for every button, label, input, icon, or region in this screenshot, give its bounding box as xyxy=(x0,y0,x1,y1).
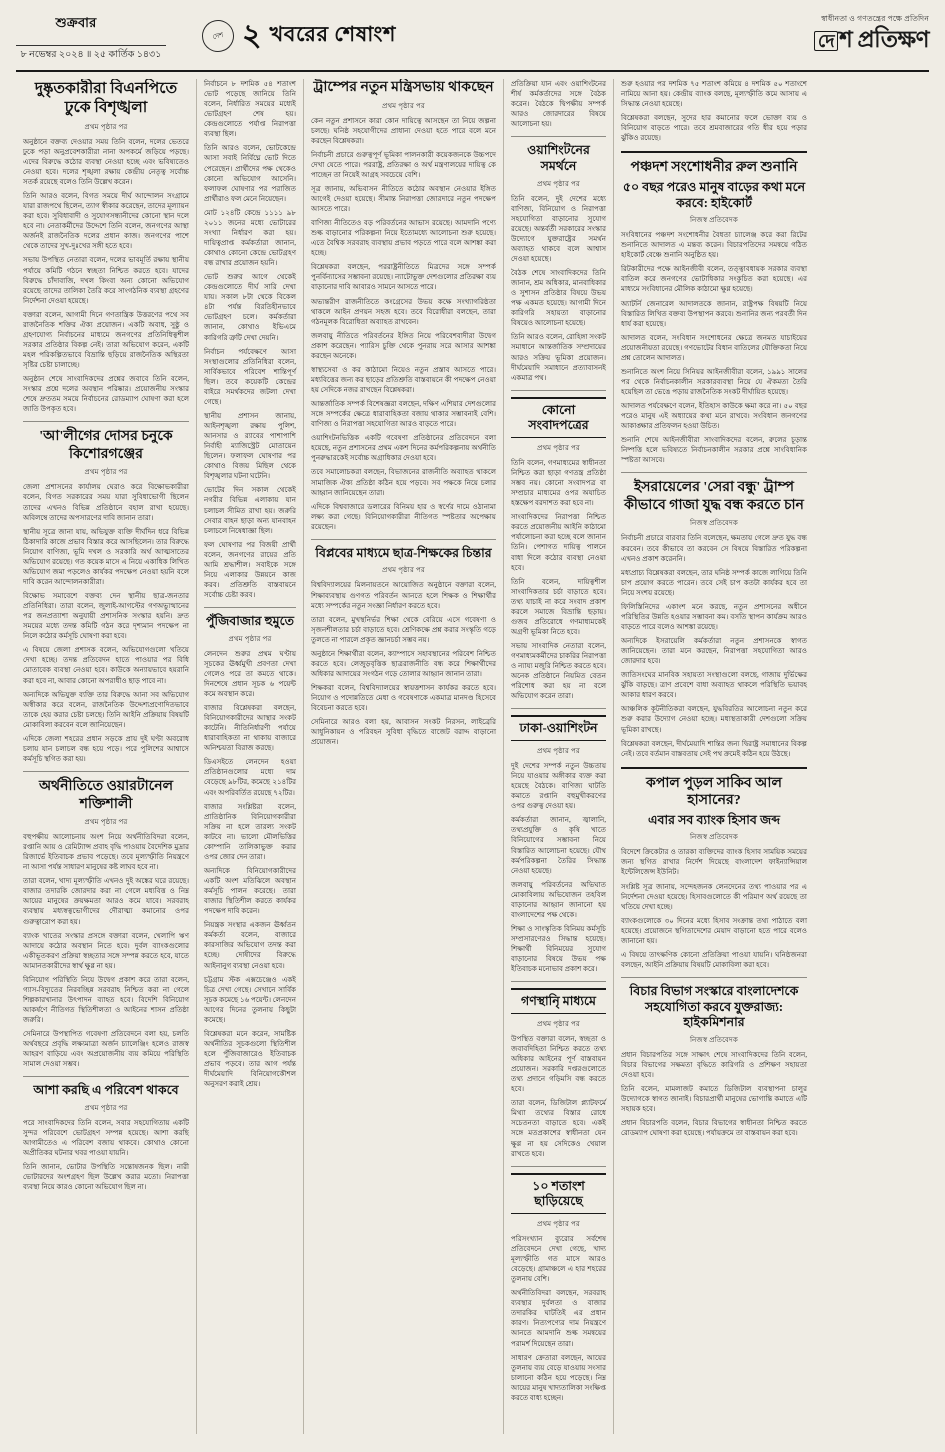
article-paragraph: শুনানিতে অংশ নিয়ে সিনিয়র আইনজীবীরা বলেন, ১৯৯১ সালের পর থেকে নির্বাচনকালীন সরকারব্যবস্থা নিয়ে যে ঐকমত্য তৈরি হয়েছিল তা ভেঙে পড়ায় রাজনৈতিক সংকট দীর্ঘায়িত হয়েছে। xyxy=(621,367,807,396)
publication-date: ৮ নভেম্বর ২০২৪ ॥ ২৫ কার্তিক ১৪৩১ xyxy=(16,45,166,63)
article-paragraph: রিটকারীদের পক্ষে আইনজীবী বলেন, তত্ত্বাবধায়ক সরকার ব্যবস্থা বাতিল করে জনগণের ভোটাধিকার সংকুচিত করা হয়েছে। এর মাধ্যমে সংবিধানের মৌলিক কাঠামো ক্ষুণ্ণ হয়েছে। xyxy=(621,265,807,294)
article-paragraph: স্বাস্থ্যসেবা ও কর কাঠামো নিয়েও নতুন প্রস্তাব আসতে পারে। মধ্যবিত্তের জন্য কর ছাড়ের প্রতিশ্রুতি বাস্তবায়নে কী পদক্ষেপ নেওয়া হয় সেদিকে নজর রাখছেন বিশ্লেষকরা। xyxy=(311,365,496,394)
article xyxy=(23,79,189,414)
article-byline: নিজস্ব প্রতিবেদক xyxy=(689,519,739,528)
article-paragraph: তিনি বলেন, মামলাজট কমাতে ডিজিটাল ব্যবস্থাপনা চালুর উদ্যোগকে স্বাগত জানাই। বিচারপ্রার্থী মানুষের ভোগান্তি কমাতে এটি সহায়ক হবে। xyxy=(621,1085,807,1114)
article-headline: ট্রাম্পের নতুন মন্ত্রিসভায় থাকছেন xyxy=(313,80,494,95)
logo xyxy=(814,28,929,51)
article-byline: নিজস্ব প্রতিবেদক xyxy=(689,216,739,225)
article-byline: প্রথম পৃষ্ঠার পর xyxy=(382,566,425,575)
article-paragraph: প্রধান বিচারপতি বলেন, বিচার বিভাগের স্বাধীনতা নিশ্চিত করতে রোডম্যাপ ঘোষণা করা হয়েছে। পর্যায়ক্রমে তা বাস্তবায়ন করা হবে। xyxy=(621,1119,807,1138)
article-byline: প্রথম পৃষ্ঠার পর xyxy=(84,818,128,826)
article-subheadline: ৫০ বছর পরেও মানুষ বাড়ের কথা মনে করবে: হাইকোর্ট xyxy=(622,179,806,210)
article-paragraph: নির্বাচনী প্রচারে বারবার তিনি বলেছেন, ক্ষমতায় গেলে দ্রুত যুদ্ধ বন্ধ করবেন। তবে কীভাবে তা করবেন সে বিষয়ে বিস্তারিত পরিকল্পনা এখনও প্রকাশ করেননি। xyxy=(621,534,807,563)
column-5 xyxy=(613,79,814,1434)
divider xyxy=(511,1166,606,1167)
article-paragraph: ভোট শুরুর আগে থেকেই কেন্দ্রগুলোতে দীর্ঘ সারি দেখা যায়। সকাল ৮টা থেকে বিকেল ৪টা পর্যন্ত বিরতিহীনভাবে ভোটগ্রহণ চলে। কর্মকর্তারা জানান, কোথাও ইভিএমে কারিগরি ত্রুটি দেখা দেয়নি। xyxy=(204,273,296,342)
article xyxy=(511,143,606,382)
article xyxy=(204,614,296,1089)
article xyxy=(511,988,606,1158)
article-paragraph: প্রধান বিচারপতির সঙ্গে সাক্ষাৎ শেষে সাংবাদিকদের তিনি বলেন, বিচার বিভাগের সক্ষমতা বৃদ্ধিতে কারিগরি ও প্রশিক্ষণ সহায়তা দেওয়া হবে। xyxy=(621,1050,807,1079)
article-paragraph: এ বিষয়ে জেলা প্রশাসক বলেন, অভিযোগগুলো খতিয়ে দেখা হচ্ছে। তদন্ত প্রতিবেদন হাতে পাওয়ার পর বিধি মোতাবেক ব্যবস্থা নেওয়া হবে। কাউকে অন্যায়ভাবে হয়রানি করা হবে না, আবার কোনো অপরাধীও ছাড় পাবে না। xyxy=(23,646,189,685)
article-paragraph: বৈঠক শেষে সাংবাদিকদের তিনি জানান, শ্রম অধিকার, মানবাধিকার ও সুশাসন প্রতিষ্ঠার বিষয়ে উভয় পক্ষ একমত হয়েছে। আগামী দিনে কারিগরি সহায়তা বাড়ানোর বিষয়েও আলোচনা হয়েছে। xyxy=(511,269,606,328)
article xyxy=(311,79,496,532)
article-byline: নিজস্ব প্রতিবেদক xyxy=(689,833,739,842)
article-paragraph: বিশ্ববিদ্যালয়ের মিলনায়তনে আয়োজিত অনুষ্ঠানে বক্তারা বলেন, শিক্ষাব্যবস্থায় গুণগত পরিবর্তন আনতে হলে শিক্ষক ও শিক্ষার্থীর মধ্যে সম্পর্কের নতুন সংজ্ঞা নির্ধারণ করতে হবে। xyxy=(311,581,496,610)
article-byline: প্রথম পৃষ্ঠার পর xyxy=(84,1104,128,1112)
divider xyxy=(311,539,496,540)
article-paragraph: জাতিসংঘের মানবিক সহায়তা সংস্থাগুলো বলছে, গাজায় দুর্ভিক্ষের ঝুঁকি বাড়ছে। ত্রাণ প্রবেশে বাধা অব্যাহত থাকলে পরিস্থিতি ভয়াবহ আকার ধারণ করবে। xyxy=(621,671,807,700)
article xyxy=(204,79,296,600)
article-paragraph: তিনি বলেন, দায়িত্বশীল সাংবাদিকতার চর্চা বাড়াতে হবে। তথ্য যাচাই না করে সংবাদ প্রকাশ করলে সমাজে বিভ্রান্তি ছড়ায়। গুজব প্রতিরোধে গণমাধ্যমকেই অগ্রণী ভূমিকা নিতে হবে। xyxy=(511,577,606,636)
article-paragraph: তবে সমালোচকরা বলছেন, বিভাজনের রাজনীতি অব্যাহত থাকলে সামাজিক ঐক্য প্রতিষ্ঠা কঠিন হয়ে পড়বে। সব পক্ষকে নিয়ে চলার আহ্বান জানিয়েছেন তারা। xyxy=(311,468,496,497)
article-paragraph: মোট ১২৪টি কেন্দ্রে ১১১১ ৯৮ ২০১১ জনের মধ্যে ভোটারের সংখ্যা নির্ধারণ করা হয়। দায়িত্বপ্রাপ্ত কর্মকর্তারা জানান, কোথাও কোনো কেন্দ্রে ভোটগ্রহণ বন্ধ রাখার প্রয়োজন হয়নি। xyxy=(204,208,296,268)
article-paragraph: সেমিনারে আরও বলা হয়, আবাসন সংকট নিরসন, লাইব্রেরি আধুনিকায়ন ও পরিবহন সুবিধা বৃদ্ধিতে বাজেট বরাদ্দ বাড়ানো প্রয়োজন। xyxy=(311,718,496,747)
article-byline: প্রথম পৃষ্ঠার পর xyxy=(537,747,580,755)
article-paragraph: তিনি জানান, ভোটার উপস্থিতি সন্তোষজনক ছিল। নারী ভোটারদের অংশগ্রহণ ছিল উল্লেখ করার মতো। নিরাপত্তা ব্যবস্থা নিয়ে কারও কোনো অভিযোগ ছিল না। xyxy=(23,1163,189,1192)
article-paragraph: অনুষ্ঠান শেষে সাংবাদিকদের প্রশ্নের জবাবে তিনি বলেন, সংস্কার প্রশ্নে দলের অবস্থান পরিষ্কার। প্রয়োজনীয় সংস্কার শেষে দ্রুততম সময়ে নির্বাচনের রোডম্যাপ ঘোষণা করা হলে জাতি উপকৃত হবে। xyxy=(23,375,189,414)
article xyxy=(621,775,807,970)
divider xyxy=(511,708,606,709)
article-headline: ইসরায়েলের 'সেরা বন্ধু' ট্রাম্প কীভাবে গাজা যুদ্ধ বন্ধ করতে চান xyxy=(624,480,804,513)
article-byline: প্রথম পৃষ্ঠার পর xyxy=(382,101,425,110)
article-headline: পুঁজিবাজার হুমুতে xyxy=(206,614,294,629)
article-paragraph: জলবায়ু পরিবর্তনের অভিঘাত মোকাবিলায় অভিযোজন তহবিল বাড়ানোর আহ্বান জানানো হয় বাংলাদেশের পক্ষ থেকে। xyxy=(511,880,606,919)
divider xyxy=(511,136,606,137)
article-paragraph: সংশ্লিষ্ট সূত্র জানায়, সন্দেহজনক লেনদেনের তথ্য পাওয়ার পর এ নির্দেশনা দেওয়া হয়েছে। হিসাবগুলোতে কী পরিমাণ অর্থ রয়েছে তা খতিয়ে দেখা হচ্ছে। xyxy=(621,882,807,911)
article-paragraph: ওয়াশিংটনভিত্তিক একটি গবেষণা প্রতিষ্ঠানের প্রতিবেদনে বলা হয়েছে, নতুন প্রশাসনের প্রথম একশ দিনের কর্মপরিকল্পনায় অর্থনীতি পুনরুদ্ধারকেই সর্বোচ্চ অগ্রাধিকার দেওয়া হবে। xyxy=(311,434,496,463)
article-paragraph: ডিএসইতে লেনদেন হওয়া প্রতিষ্ঠানগুলোর মধ্যে দাম বেড়েছে ৯৮টির, কমেছে ২১৪টির এবং অপরিবর্তিত রয়েছে ৭২টির। xyxy=(204,758,296,797)
article-paragraph: বিশ্লেষকরা মনে করেন, সামষ্টিক অর্থনীতির সূচকগুলো স্থিতিশীল হলে পুঁজিবাজারেও ইতিবাচক প্রভাব পড়বে। তার আগ পর্যন্ত দীর্ঘমেয়াদি বিনিয়োগকৌশল অনুসরণ করাই শ্রেয়। xyxy=(204,1029,296,1089)
divider xyxy=(621,151,807,153)
article-paragraph: সভায় উপস্থিত নেতারা বলেন, দলের ভাবমূর্তি রক্ষায় স্থানীয় পর্যায়ে কমিটি গঠনে স্বচ্ছতা নিশ্চিত করতে হবে। যাদের বিরুদ্ধে চাঁদাবাজি, দখল কিংবা অন্য কোনো অভিযোগ রয়েছে তাদের তালিকা তৈরি করে সাংগঠনিক ব্যবস্থা গ্রহণের নির্দেশনা দেওয়া হয়েছে। xyxy=(23,256,189,305)
masthead-right xyxy=(814,14,929,51)
divider xyxy=(204,607,296,608)
article-headline: আশা করছি এ পরিবেশ থাকবে xyxy=(33,1083,179,1098)
article-paragraph: সেমিনারে উপস্থাপিত গবেষণা প্রতিবেদনে বলা হয়, চলতি অর্থবছরে প্রবৃদ্ধি লক্ষ্যমাত্রা অর্জন চ্যালেঞ্জিং হলেও রাজস্ব আহরণ বাড়িয়ে এবং অপ্রয়োজনীয় ব্যয় কমিয়ে পরিস্থিতি সামাল দেওয়া সম্ভব। xyxy=(23,1030,189,1069)
article-paragraph: বিনিয়োগ পরিস্থিতি নিয়ে উদ্বেগ প্রকাশ করে তারা বলেন, গ্যাস-বিদ্যুতের নিরবচ্ছিন্ন সরবরাহ নিশ্চিত করা না গেলে শিল্পকারখানার উৎপাদন ব্যাহত হবে। বিদেশি বিনিয়োগ আকর্ষণে নীতিগত স্থিতিশীলতা ও আইনের শাসন প্রতিষ্ঠা জরুরি। xyxy=(23,975,189,1025)
article-byline: প্রথম পৃষ্ঠার পর xyxy=(537,1019,580,1028)
article-paragraph: শিক্ষকরা বলেন, বিশ্ববিদ্যালয়ের স্বায়ত্তশাসন কার্যকর করতে হবে। নিয়োগ ও পদোন্নতিতে মেধা ও গবেষণাকে একমাত্র মানদণ্ড হিসেবে বিবেচনা করতে হবে। xyxy=(311,684,496,713)
article-paragraph: এদিকে বিশ্ববাজারে ডলারের বিনিময় হার ও স্বর্ণের দামে ওঠানামা লক্ষ্য করা গেছে। বিনিয়োগকারীরা নীতিগত স্পষ্টতার অপেক্ষায় রয়েছেন। xyxy=(311,502,496,531)
article xyxy=(23,778,189,1069)
article-paragraph: বিশ্লেষকরা বলছেন, দীর্ঘমেয়াদি শান্তির জন্য দ্বিরাষ্ট্র সমাধানের বিকল্প নেই। তবে বর্তমান বাস্তবতায় সেই পথ ক্রমেই কঠিন হয়ে উঠছে। xyxy=(621,739,807,758)
divider xyxy=(621,472,807,473)
article-paragraph: ফল ঘোষণার পর বিজয়ী প্রার্থী বলেন, জনগণের রায়ের প্রতি আমি শ্রদ্ধাশীল। সবাইকে সঙ্গে নিয়ে এলাকার উন্নয়নে কাজ করব। প্রতিশ্রুতি বাস্তবায়নে সর্বোচ্চ চেষ্টা করব। xyxy=(204,540,296,599)
article-paragraph: সভায় সাংবাদিক নেতারা বলেন, গণমাধ্যমকর্মীদের চাকরির নিরাপত্তা ও ন্যায্য মজুরি নিশ্চিত করতে হবে। অনেক প্রতিষ্ঠানে নিয়মিত বেতন পরিশোধ করা হয় না বলে অভিযোগ করেন তারা। xyxy=(511,642,606,701)
article-subheadline: এবার সব ব্যাংক হিসাব জব্দ xyxy=(648,812,780,827)
article-headline: পঞ্চদশ সংশোধনীর রুল শুনানি xyxy=(630,160,798,176)
article-paragraph: জেলা প্রশাসনের কার্যালয় ঘেরাও করে বিক্ষোভকারীরা বলেন, বিগত সরকারের সময় যারা সুবিধাভোগী ছিলেন তাদের এখনও বিভিন্ন প্রতিষ্ঠানে বহাল রাখা হয়েছে। অবিলম্বে তাদের অপসারণের দাবি জানান তারা। xyxy=(23,483,189,522)
article xyxy=(511,79,606,129)
article-paragraph: শুনানি শেষে আইনজীবীরা সাংবাদিকদের বলেন, রুলের চূড়ান্ত নিষ্পত্তি হলে ভবিষ্যতে নির্বাচনকালীন সরকার প্রশ্নে সাংবিধানিক স্পষ্টতা আসবে। xyxy=(621,436,807,465)
article-paragraph: অভ্যন্তরীণ রাজনীতিতে কংগ্রেসের উভয় কক্ষে সংখ্যাগরিষ্ঠতা থাকলে আইন প্রণয়ন সহজ হবে। তবে বিরোধীরা বলছেন, তারা গঠনমূলক বিরোধিতা অব্যাহত রাখবেন। xyxy=(311,297,496,326)
article-paragraph: স্থানীয় সূত্রে জানা যায়, অভিযুক্ত ব্যক্তি দীর্ঘদিন ধরে বিভিন্ন ঠিকাদারি কাজে প্রভাব বিস্তার করে আসছিলেন। তার বিরুদ্ধে নিয়োগ বাণিজ্য, ভূমি দখল ও সরকারি অর্থ আত্মসাতের অভিযোগ রয়েছে। গত কয়েক মাসে এ নিয়ে একাধিক লিখিত অভিযোগ জমা পড়লেও কার্যকর পদক্ষেপ নেওয়া হয়নি বলে দাবি করেন আন্দোলনকারীরা। xyxy=(23,527,189,586)
article-byline: নিজস্ব প্রতিবেদক xyxy=(689,1035,739,1044)
article-paragraph: ফিলিস্তিনিদের একাংশ মনে করছে, নতুন প্রশাসনের অধীনে পরিস্থিতির উন্নতি হওয়ার সম্ভাবনা কম। বসতি স্থাপন কার্যক্রম আরও বাড়তে পারে বলেও আশঙ্কা রয়েছে। xyxy=(621,602,807,631)
article-byline: প্রথম পৃষ্ঠার পর xyxy=(84,468,128,477)
article-paragraph: অনুষ্ঠানে শিক্ষার্থীরা বলেন, ক্যাম্পাসে সহাবস্থানের পরিবেশ নিশ্চিত করতে হবে। লেজুড়বৃত্তিক ছাত্ররাজনীতি বন্ধ করে শিক্ষার্থীদের অধিকার আদায়ের সংগঠন গড়ে তোলার আহ্বান জানান তারা। xyxy=(311,649,496,678)
article-paragraph: বাণিজ্য নীতিতেও বড় পরিবর্তনের আভাস রয়েছে। আমদানি পণ্যে শুল্ক বাড়ানোর পরিকল্পনা নিয়ে ইতোমধ্যে আলোচনা শুরু হয়েছে। এতে বৈশ্বিক সরবরাহ ব্যবস্থায় প্রভাব পড়তে পারে বলে আশঙ্কা করা হচ্ছে। xyxy=(311,219,496,258)
divider xyxy=(23,771,189,772)
article-paragraph: আঞ্চলিক কূটনীতিকরা বলছেন, যুদ্ধবিরতির আলোচনা নতুন করে শুরু করার উদ্যোগ নেওয়া হচ্ছে। মধ্যস্থতাকারী দেশগুলো সক্রিয় ভূমিকা রাখছে। xyxy=(621,705,807,734)
article-byline: প্রথম পৃষ্ঠার পর xyxy=(228,634,272,643)
article xyxy=(23,1083,189,1192)
article-paragraph: পরে সাংবাদিকদের তিনি বলেন, সবার সহযোগিতায় একটি সুন্দর পরিবেশে ভোটগ্রহণ সম্পন্ন হয়েছে। আশা করছি আগামীতেও এ পরিবেশ বজায় থাকবে। কোথাও কোনো অপ্রীতিকর ঘটনার খবর পাওয়া যায়নি। xyxy=(23,1119,189,1158)
article-paragraph: শুরু হওয়ার পর দশমিক ৭৫ শতাংশ কমিয়ে ৪ দশমিক ৫০ শতাংশে নামিয়ে আনা হয়। কেন্দ্রীয় ব্যাংক বলছে, মূল্যস্ফীতি কমে আসায় এ সিদ্ধান্ত নেওয়া হয়েছে। xyxy=(621,80,807,109)
divider xyxy=(621,767,807,769)
article-headline: কোনো সংবাদপত্রের xyxy=(511,397,606,438)
publication-day: শুক্রবার xyxy=(55,15,97,30)
article xyxy=(621,79,807,143)
article-paragraph: সাংবাদিকদের নিরাপত্তা নিশ্চিত করতে প্রয়োজনীয় আইনি কাঠামো পর্যালোচনা করা হচ্ছে বলে জানান তিনি। পেশাগত দায়িত্ব পালনে বাধা দিলে কঠোর ব্যবস্থা নেওয়া হবে। xyxy=(511,513,606,572)
article-headline: বিপ্লবের মাধ্যমে ছাত্র-শিক্ষকের চিন্তার xyxy=(315,545,492,560)
article-headline: গণস্থানিৃ মাধ্যমে xyxy=(511,988,606,1014)
article-paragraph: নির্বাচনে ৮ দশমিক ৫৪ শতাংশ ভোট পড়েছে জানিয়ে তিনি বলেন, নির্ধারিত সময়ের মধ্যেই ভোটগ্রহণ শেষ হয়। কেন্দ্রগুলোতে পর্যাপ্ত নিরাপত্তা ব্যবস্থা ছিল। xyxy=(204,80,296,139)
article-paragraph: এদিকে জেলা শহরের প্রধান সড়কে প্রায় দুই ঘণ্টা অবরোধ চলায় যান চলাচল বন্ধ হয়ে পড়ে। পরে পুলিশের আশ্বাসে কর্মসূচি স্থগিত করা হয়। xyxy=(23,734,189,763)
article-byline: প্রথম পৃষ্ঠার পর xyxy=(84,122,128,131)
article-paragraph: মধ্যপ্রাচ্য বিশ্লেষকরা বলছেন, তার ঘনিষ্ঠ সম্পর্ক কাজে লাগিয়ে তিনি চাপ প্রয়োগ করতে পারেন। তবে সেই চাপ কতটা কার্যকর হবে তা নিয়ে সংশয় রয়েছে। xyxy=(621,568,807,597)
divider xyxy=(23,1076,189,1077)
article-paragraph: বক্তারা বলেন, আগামী দিনে গণতান্ত্রিক উত্তরণের পথে সব রাজনৈতিক শক্তির ঐক্য প্রয়োজন। একটি অবাধ, সুষ্ঠু ও গ্রহণযোগ্য নির্বাচনের মাধ্যমে জনগণের প্রতিনিধিত্বশীল সরকার প্রতিষ্ঠার বিকল্প নেই। তারা অভিযোগ করেন, একটি মহল পরিকল্পিতভাবে বিভ্রান্তি ছড়িয়ে রাজনৈতিক অস্থিরতা সৃষ্টির চেষ্টা চালাচ্ছে। xyxy=(23,310,189,370)
article-paragraph: অনুষ্ঠানে বক্তব্য দেওয়ার সময় তিনি বলেন, দলের ভেতরে ঢুকে পড়া অনুপ্রবেশকারীরা নানা অপকর্মে জড়িয়ে পড়ছে। এদের বিরুদ্ধে কঠোর ব্যবস্থা নেওয়া হচ্ছে এবং ভবিষ্যতেও নেওয়া হবে। দলের শৃঙ্খলা রক্ষায় কেন্দ্রীয় নেতৃত্ব সর্বোচ্চ সতর্ক রয়েছে বলেও তিনি উল্লেখ করেন। xyxy=(23,137,189,186)
article xyxy=(511,1173,606,1403)
article-paragraph: স্থানীয় প্রশাসন জানায়, আইনশৃঙ্খলা রক্ষায় পুলিশ, আনসার ও র‍্যাবের পাশাপাশি নির্বাহী ম্যাজিস্ট্রেট মোতায়েন ছিলেন। ফলাফল ঘোষণার পর কোথাও বিজয় মিছিল থেকে বিশৃঙ্খলার ঘটনা ঘটেনি। xyxy=(204,411,296,481)
logo-text: শ প্রতিক্ষণ xyxy=(839,27,929,52)
article-paragraph: নির্বাচনী প্রচারে গুরুত্বপূর্ণ ভূমিকা পালনকারী কয়েকজনকে উচ্চপদে দেখা যেতে পারে। পররাষ্ট্র, প্রতিরক্ষা ও অর্থ মন্ত্রণালয়ের দায়িত্ব কে পাচ্ছেন তা নিয়েই আগ্রহ সবচেয়ে বেশি। xyxy=(311,150,496,179)
article-byline: প্রথম পৃষ্ঠার পর xyxy=(537,443,580,452)
article-headline: বিচার বিভাগ সংস্কারে বাংলাদেশকে সহযোগিতা করবে যুক্তরাজ্য: হাইকমিশনার xyxy=(629,984,799,1030)
article-paragraph: ব্যাংকগুলোকে ৩০ দিনের মধ্যে হিসাব সংক্রান্ত তথ্য পাঠাতে বলা হয়েছে। প্রয়োজনে স্থগিতাদেশের মেয়াদ বাড়ানো হতে পারে বলেও জানানো হয়। xyxy=(621,916,807,945)
article-paragraph: জলবায়ু নীতিতে পরিবর্তনের ইঙ্গিত নিয়ে পরিবেশবাদীরা উদ্বেগ প্রকাশ করেছেন। প্যারিস চুক্তি থেকে পুনরায় সরে আসার আশঙ্কা করছেন অনেকে। xyxy=(311,331,496,360)
article-headline: অর্থনীতিতে ওয়ারটানেল শক্তিশালী xyxy=(38,779,174,812)
article-paragraph: বহুপক্ষীয় আলোচনায় অংশ নিয়ে অর্থনীতিবিদরা বলেন, রপ্তানি আয় ও রেমিট্যান্স প্রবাহ বৃদ্ধি পাওয়ায় বৈদেশিক মুদ্রার রিজার্ভে ইতিবাচক প্রভাব পড়েছে। তবে মূল্যস্ফীতি নিয়ন্ত্রণে না আসা পর্যন্ত সাধারণ মানুষের কষ্ট লাঘব হবে না। xyxy=(23,833,189,872)
article xyxy=(621,984,807,1138)
article-paragraph: উপস্থিত বক্তারা বলেন, স্বচ্ছতা ও জবাবদিহিতা নিশ্চিত করতে তথ্য অধিকার আইনের পূর্ণ বাস্তবায়ন প্রয়োজন। সরকারি দপ্তরগুলোতে তথ্য প্রদানে গড়িমসি বন্ধ করতে হবে। xyxy=(511,1034,606,1094)
divider xyxy=(23,421,189,422)
article-paragraph: নির্বাচন পর্যবেক্ষণে আসা সংস্থাগুলোর প্রতিনিধিরা বলেন, সার্বিকভাবে পরিবেশ শান্তিপূর্ণ ছিল। তবে কয়েকটি কেন্দ্রের বাইরে সমর্থকদের জটলা দেখা গেছে। xyxy=(204,347,296,406)
article-headline: 'আ'লীগের দোসর চনুকে কিশোরগঞ্জের xyxy=(39,429,173,462)
article-paragraph: আন্তর্জাতিক সম্পর্ক বিশেষজ্ঞরা বলছেন, দক্ষিণ এশিয়ার দেশগুলোর সঙ্গে সম্পর্কের ক্ষেত্রে ধারাবাহিকতা বজায় থাকার সম্ভাবনাই বেশি। বাণিজ্য ও নিরাপত্তা সহযোগিতা আরও বাড়তে পারে। xyxy=(311,400,496,429)
article-paragraph: কেন নতুন প্রশাসনে কারা কোন দায়িত্বে আসছেন তা নিয়ে জল্পনা চলছে। ঘনিষ্ঠ সহযোগীদের প্রাধান্য দেওয়া হতে পারে বলে মনে করছেন বিশ্লেষকরা। xyxy=(311,116,496,145)
article-paragraph: তারা বলেন, মুখস্থনির্ভর শিক্ষা থেকে বেরিয়ে এসে গবেষণা ও সৃজনশীলতার চর্চা বাড়াতে হবে। শ্রেণিকক্ষে প্রশ্ন করার সংস্কৃতি গড়ে তুলতে না পারলে প্রকৃত জ্ঞানচর্চা সম্ভব নয়। xyxy=(311,615,496,644)
article-paragraph: তারা বলেন, ডিজিটাল প্ল্যাটফর্মে মিথ্যা তথ্যের বিস্তার রোধে সচেতনতা বাড়াতে হবে। একই সঙ্গে মতপ্রকাশের স্বাধীনতা যেন ক্ষুণ্ণ না হয় সেদিকেও খেয়াল রাখতে হবে। xyxy=(511,1099,606,1158)
article-paragraph: লেনদেন শুরুর প্রথম ঘণ্টায় সূচকের ঊর্ধ্বমুখী প্রবণতা দেখা গেলেও পরে তা কমতে থাকে। দিনশেষে প্রধান সূচক ৬ পয়েন্ট কমে অবস্থান করে। xyxy=(204,649,296,698)
article xyxy=(23,428,189,764)
article-paragraph: অন্যদিকে বিনিয়োগকারীদের একটি অংশ মতিঝিলে অবস্থান কর্মসূচি পালন করেছে। তারা বাজার স্থিতিশীল করতে কার্যকর পদক্ষেপ দাবি করেন। xyxy=(204,866,296,916)
masthead-center xyxy=(202,18,396,53)
section-title: খবরের শেষাংশ xyxy=(269,22,396,46)
article-paragraph: বিশ্লেষকরা বলছেন, পররাষ্ট্রনীতিতে মিত্রদের সঙ্গে সম্পর্ক পুনর্বিন্যাসের সম্ভাবনা রয়েছে। ন্যাটোভুক্ত দেশগুলোর প্রতিরক্ষা ব্যয় বাড়ানোর দাবি আবারও সামনে আসতে পারে। xyxy=(311,263,496,292)
article-paragraph: অন্যদিকে অভিযুক্ত ব্যক্তি তার বিরুদ্ধে আনা সব অভিযোগ অস্বীকার করে বলেন, রাজনৈতিক উদ্দেশ্যপ্রণোদিতভাবে তাকে হেয় করার চেষ্টা চলছে। তিনি আইনি প্রক্রিয়ায় বিষয়টি মোকাবিলা করবেন বলে জানিয়েছেন। xyxy=(23,690,189,729)
article-paragraph: তারা বলেন, খাদ্য মূল্যস্ফীতি এখনও দুই অঙ্কের ঘরে রয়েছে। বাজার তদারকি জোরদার করা না গেলে মধ্যবিত্ত ও নিম্ন আয়ের মানুষের ক্রয়ক্ষমতা আরও কমে যাবে। সরবরাহ ব্যবস্থায় মধ্যস্বত্বভোগীদের দৌরাত্ম্য কমানোর ওপর গুরুত্বারোপ করা হয়। xyxy=(23,877,189,926)
article-paragraph: কর্মকর্তারা জানান, জ্বালানি, তথ্যপ্রযুক্তি ও কৃষি খাতে বিনিয়োগের সম্ভাবনা নিয়ে বিস্তারিত আলোচনা হয়েছে। যৌথ কর্মপরিকল্পনা তৈরির সিদ্ধান্ত নেওয়া হয়েছে। xyxy=(511,816,606,875)
article-paragraph: অন্যদিকে ইসরায়েলি কর্মকর্তারা নতুন প্রশাসনকে স্বাগত জানিয়েছেন। তারা মনে করছেন, নিরাপত্তা সহযোগিতা আরও জোরদার হবে। xyxy=(621,637,807,666)
article-paragraph: এ বিষয়ে তাৎক্ষণিক কোনো প্রতিক্রিয়া পাওয়া যায়নি। ঘনিষ্ঠজনরা বলছেন, আইনি প্রক্রিয়ায় বিষয়টি মোকাবিলা করা হবে। xyxy=(621,950,807,969)
article-paragraph: প্রতিক্রিয়া যান এবং ওয়াশিংটনের শীর্ষ কর্মকর্তাদের সঙ্গে বৈঠক করেন। বৈঠকে দ্বিপক্ষীয় সম্পর্ক আরও জোরদারের বিষয়ে আলোচনা হয়। xyxy=(511,80,606,129)
divider xyxy=(621,977,807,978)
article-paragraph: ব্যাংক খাতের সংস্কার প্রসঙ্গে বক্তারা বলেন, খেলাপি ঋণ আদায়ে কঠোর অবস্থান নিতে হবে। দুর্বল ব্যাংকগুলোর একীভূতকরণ প্রক্রিয়া স্বচ্ছতার সঙ্গে সম্পন্ন করতে হবে, যাতে আমানতকারীদের স্বার্থ ক্ষুণ্ণ না হয়। xyxy=(23,931,189,970)
seal-icon: দেশ xyxy=(199,17,237,55)
article-paragraph: তিনি বলেন, গণমাধ্যমের স্বাধীনতা নিশ্চিত করা ছাড়া গণতন্ত্র প্রতিষ্ঠা সম্ভব নয়। কোনো সংবাদপত্র বা সম্প্রচার মাধ্যমের ওপর অযাচিত হস্তক্ষেপ বরদাশত করা হবে না। xyxy=(511,458,606,508)
article-paragraph: অর্থনীতিবিদরা বলছেন, সরবরাহ ব্যবস্থার দুর্বলতা ও বাজার তদারকির ঘাটতিই এর প্রধান কারণ। নিত্যপণ্যের দাম নিয়ন্ত্রণে আনতে আমদানি শুল্ক সমন্বয়ের পরামর্শ দিয়েছেন তারা। xyxy=(511,1289,606,1348)
article-paragraph: তিনি আরও বলেন, বিগত সময়ে দীর্ঘ আন্দোলন সংগ্রামে যারা রাজপথে ছিলেন, ত্যাগ স্বীকার করেছেন, তাদের মূল্যায়ন করা হবে। সুবিধাবাদী ও সুযোগসন্ধানীদের কোনো স্থান দলে হবে না। নেতাকর্মীদের উদ্দেশে তিনি বলেন, জনগণের আস্থা অর্জনই রাজনৈতিক দলের প্রধান কাজ। জনগণের পাশে থেকে তাদের সুখ-দুঃখের সঙ্গী হতে হবে। xyxy=(23,192,189,251)
article xyxy=(311,546,496,748)
tagline: স্বাধীনতা ও গণতন্ত্রের পক্ষে প্রতিদিন xyxy=(821,14,929,23)
article-paragraph: পরিসংখ্যান ব্যুরোর সর্বশেষ প্রতিবেদনে দেখা গেছে, খাদ্য মূল্যস্ফীতি গত মাসে আরও বেড়েছে। গ্রামাঞ্চলে এ হার শহরের তুলনায় বেশি। xyxy=(511,1234,606,1284)
article xyxy=(621,479,807,758)
article-paragraph: দুই দেশের সম্পর্ক নতুন উচ্চতায় নিয়ে যাওয়ার অঙ্গীকার ব্যক্ত করা হয়েছে বৈঠকে। বাণিজ্য ঘাটতি কমাতে রপ্তানি বহুমুখীকরণের ওপর গুরুত্ব দেওয়া হয়। xyxy=(511,762,606,811)
article xyxy=(511,715,606,974)
article-paragraph: অ্যাটর্নি জেনারেল আদালতকে জানান, রাষ্ট্রপক্ষ বিষয়টি নিয়ে বিস্তারিত লিখিত বক্তব্য উপস্থাপন করবে। শুনানির জন্য পরবর্তী দিন ধার্য করা হয়েছে। xyxy=(621,299,807,328)
article-byline: প্রথম পৃষ্ঠার পর xyxy=(537,179,580,188)
article-headline: ১০ শতাংশ ছাড়িয়েছে xyxy=(511,1173,606,1214)
page-number: ২ xyxy=(242,18,262,52)
article-paragraph: নিয়ন্ত্রক সংস্থার একজন ঊর্ধ্বতন কর্মকর্তা বলেন, বাজারে কারসাজির অভিযোগ তদন্ত করা হচ্ছে। দোষীদের বিরুদ্ধে আইনানুগ ব্যবস্থা নেওয়া হবে। xyxy=(204,921,296,970)
article-paragraph: ভোটের দিন সকাল থেকেই নগরীর বিভিন্ন এলাকায় যান চলাচল সীমিত রাখা হয়। জরুরি সেবার বাহন ছাড়া অন্য যানবাহন চলাচলে নিষেধাজ্ঞা ছিল। xyxy=(204,486,296,535)
article-paragraph: বাজার সংশ্লিষ্টরা বলেন, প্রাতিষ্ঠানিক বিনিয়োগকারীরা সক্রিয় না হলে তারল্য সংকট কাটবে না। ভালো মৌলভিত্তির কোম্পানি তালিকাভুক্ত করার ওপর জোর দেন তারা। xyxy=(204,802,296,861)
article xyxy=(621,159,807,465)
content-columns xyxy=(16,79,929,1434)
masthead xyxy=(16,14,929,72)
article-paragraph: শিক্ষা ও সাংস্কৃতিক বিনিময় কর্মসূচি সম্প্রসারণেরও সিদ্ধান্ত হয়েছে। শিক্ষার্থী বিনিময়ের সুযোগ বাড়ানোর বিষয়ে উভয় পক্ষ ইতিবাচক মনোভাব প্রকাশ করে। xyxy=(511,924,606,974)
article-paragraph: চট্টগ্রাম স্টক এক্সচেঞ্জেও একই চিত্র দেখা গেছে। সেখানে সার্বিক সূচক কমেছে ১৬ পয়েন্ট। লেনদেন আগের দিনের তুলনায় কিছুটা কমেছে। xyxy=(204,975,296,1024)
divider xyxy=(511,390,606,391)
article-byline: প্রথম পৃষ্ঠার পর xyxy=(537,1219,580,1228)
article xyxy=(511,397,606,702)
article-headline: দুষ্কৃতকারীরা বিএনপিতে ঢুকে বিশৃঙ্খলা xyxy=(34,80,178,117)
article-headline: ঢাকা-ওয়াশিংটন xyxy=(511,715,606,741)
column-2 xyxy=(196,79,303,1434)
logo-mark: দে xyxy=(814,31,838,51)
article-paragraph: তিনি আরও বলেন, রোহিঙ্গা সংকট সমাধানে আন্তর্জাতিক সম্প্রদায়ের আরও সক্রিয় ভূমিকা প্রয়োজন। দীর্ঘমেয়াদি সমাধানে প্রত্যাবাসনই একমাত্র পথ। xyxy=(511,333,606,382)
article-paragraph: আদালত বলেন, সংবিধান সংশোধনের ক্ষেত্রে জনমত যাচাইয়ের প্রয়োজনীয়তা রয়েছে। গণভোটের বিধান বাতিলের যৌক্তিকতা নিয়ে প্রশ্ন তোলেন আদালত। xyxy=(621,333,807,362)
column-1 xyxy=(16,79,196,1434)
article-paragraph: তিনি আরও বলেন, ভোটকেন্দ্রে আসা সবাই নির্বিঘ্নে ভোট দিতে পেরেছেন। প্রার্থীদের পক্ষ থেকেও কোনো অভিযোগ আসেনি। ফলাফল ঘোষণার পর পরাজিত প্রার্থীরাও ফল মেনে নিয়েছেন। xyxy=(204,144,296,203)
article-paragraph: বিদেশে ক্রিকেটার ও তারকা ব্যক্তিদের ব্যাংক হিসাব সাময়িক সময়ের জন্য স্থগিত রাখার নির্দেশ দিয়েছে বাংলাদেশ ফাইন্যান্সিয়াল ইন্টেলিজেন্স ইউনিট। xyxy=(621,848,807,877)
article-paragraph: তিনি বলেন, দুই দেশের মধ্যে বাণিজ্য, বিনিয়োগ ও নিরাপত্তা সহযোগিতা বাড়ানোর সুযোগ রয়েছে। অন্তর্বর্তী সরকারের সংস্কার উদ্যোগে যুক্তরাষ্ট্রের সমর্থন অব্যাহত থাকবে বলে আশ্বাস দেওয়া হয়েছে। xyxy=(511,194,606,263)
divider xyxy=(511,981,606,982)
column-3 xyxy=(303,79,503,1434)
article-paragraph: সংবিধানের পঞ্চদশ সংশোধনীর বৈধতা চ্যালেঞ্জ করে করা রিটের শুনানিতে আদালত এ মন্তব্য করেন। বিচারপতিদের সমন্বয়ে গঠিত হাইকোর্ট বেঞ্চে শুনানি অনুষ্ঠিত হয়। xyxy=(621,231,807,260)
article-paragraph: বিশ্লেষকরা বলছেন, সুদের হার কমানোর ফলে ভোক্তা ব্যয় ও বিনিয়োগ বাড়তে পারে। তবে শ্রমবাজারের গতি ধীর হয়ে পড়ার ঝুঁকিও রয়েছে। xyxy=(621,114,807,143)
column-4 xyxy=(503,79,613,1434)
article-headline: ওয়াশিংটনের সমর্থনে xyxy=(527,143,590,173)
article-paragraph: সাধারণ ক্রেতারা বলছেন, আয়ের তুলনায় ব্যয় বেড়ে যাওয়ায় সংসার চালানো কঠিন হয়ে পড়েছে। নিম্ন আয়ের মানুষ খাদ্যতালিকা সংক্ষিপ্ত করতে বাধ্য হচ্ছেন। xyxy=(511,1353,606,1402)
article-paragraph: বাজার বিশ্লেষকরা বলছেন, বিনিয়োগকারীদের আস্থার সংকট কাটেনি। নীতিনির্ধারণী পর্যায়ে ধারাবাহিকতা না থাকায় বাজারে অনিশ্চয়তা বিরাজ করছে। xyxy=(204,704,296,753)
article-paragraph: বিক্ষোভ সমাবেশে বক্তব্য দেন স্থানীয় ছাত্র-জনতার প্রতিনিধিরা। তারা বলেন, জুলাই-আগস্টের গণঅভ্যুত্থানের পর জনপ্রত্যাশা অনুযায়ী প্রশাসনিক সংস্কার হয়নি। দ্রুত সময়ের মধ্যে তদন্ত কমিটি গঠন করে দৃশ্যমান পদক্ষেপ না নিলে কঠোর কর্মসূচি ঘোষণা করা হবে। xyxy=(23,592,189,641)
article-paragraph: সূত্র জানায়, অভিবাসন নীতিতে কঠোর অবস্থান নেওয়ার ইঙ্গিত আগেই দেওয়া হয়েছে। সীমান্ত নিরাপত্তা জোরদারে নতুন পদক্ষেপ আসতে পারে। xyxy=(311,184,496,213)
article-paragraph: আদালত পর্যবেক্ষণে বলেন, ইতিহাস কাউকে ক্ষমা করে না। ৫০ বছর পরেও মানুষ এই অধ্যায়ের কথা মনে রাখবে। সংবিধান জনগণের আকাঙ্ক্ষার প্রতিফলন হওয়া উচিত। xyxy=(621,402,807,431)
article-headline: কপাল পুড়ল সাকিব আল হাসানের? xyxy=(646,775,782,809)
